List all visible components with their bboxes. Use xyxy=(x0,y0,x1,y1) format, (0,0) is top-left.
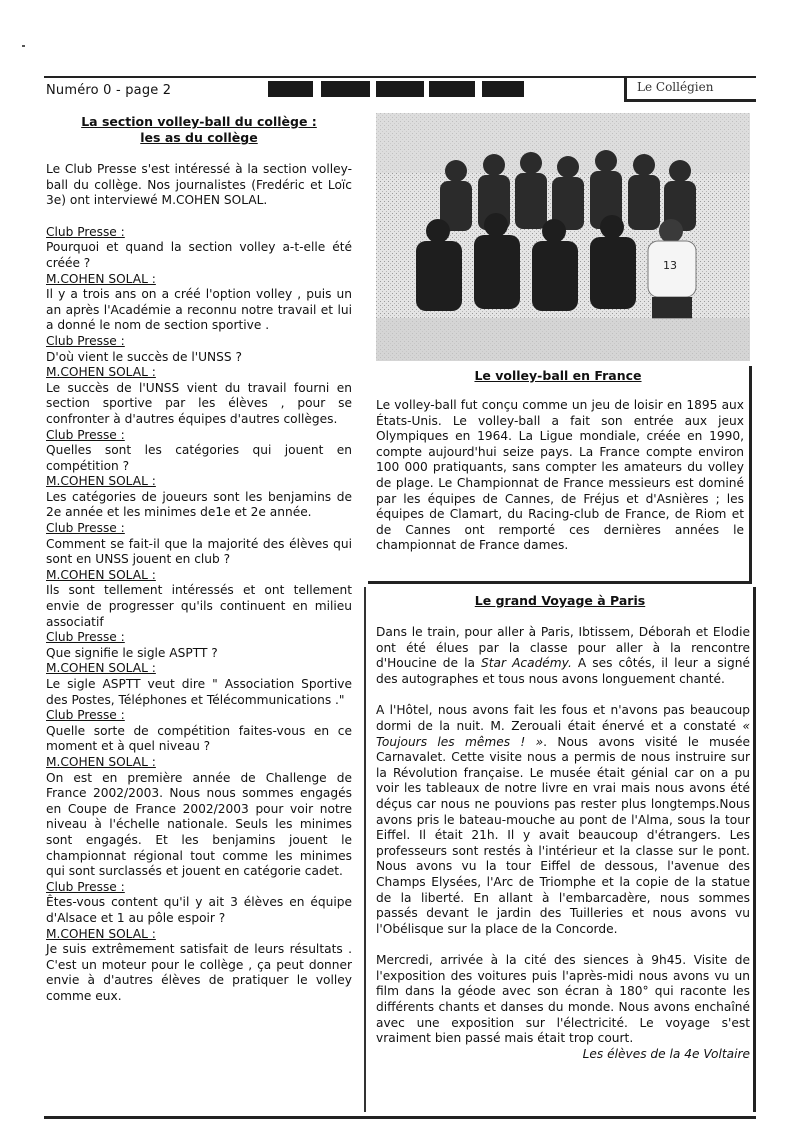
volley-text: Le volley-ball fut conçu comme un jeu de loisir en 1895 aux États-Unis. Le volley-ball a fait son entrée aux jeux Olympiques en 1964. La Ligue mondiale, créée en 1990, compte aujourd'hui seize pays. La France compte environ 100 000 pratiquants, sans compter les amateurs du volley de plage. Le Championnat de France messieurs est dominé par les équipes de Cannes, de Fréjus et d'Asnières ; les équipes de Clamart, du Racing-club de France, de Riom et de Cannes ont remporté ces dernières années le championnat de France dames. xyxy=(376,398,744,553)
jersey-number: 13 xyxy=(663,259,677,272)
interview-item xyxy=(46,568,352,630)
voyage-p2-a: A l'Hôtel, nous avons fait les fous et n'avons pas beaucoup dormi de la nuit. M. Zerouali était énervé et a constaté xyxy=(376,703,750,733)
speech-text: Ils sont tellement intéressés et ont tellement envie de progresser qu'ils continuent en milieu associatif xyxy=(46,583,352,629)
speech-text: Les catégories de joueurs sont les benjamins de 2e année et les minimes de1e et 2e année. xyxy=(46,489,352,520)
speech-text: Êtes-vous content qu'il y ait 3 élèves en équipe d'Alsace et 1 au pôle espoir ? xyxy=(46,895,352,925)
speech-text: D'où vient le succès de l'UNSS ? xyxy=(46,349,242,364)
section-tab-5 xyxy=(482,81,524,97)
interview-item xyxy=(46,428,352,475)
voyage-paragraph-2 xyxy=(376,703,750,937)
newsletter-brand: Le Collégien xyxy=(637,80,714,94)
bottom-rule xyxy=(44,1116,756,1119)
voyage-paragraph-3: Mercredi, arrivée à la cité des siences à 9h45. Visite de l'exposition des voitures puis l'après-midi nous avons vu un film dans la géode avec son écran à 180° qui raconte les différents chants et danses du monde. Nous avons enchaîné avec une exposition sur l'électricité. Le voyage s'est vraiment bien passé mais était trop court. xyxy=(376,953,750,1046)
section-tab-1 xyxy=(268,81,313,97)
voyage-p2-c: . Nous avons visité le musée Carnavalet. Cette visite nous a permis de nous instruire sur la Révolution française. Le musée était génial car on a pu voir les tableaux de notre livre en vrai mais nous avons été déçus car nous ne pouvions pas rester plus longtemps.Nous avons pris le bateau-mouche au pont de l'Alma, sous la tour Eiffel. Il était 21h. Il y avait beaucoup d'étrangers. Les professeurs sont restés à l'intérieur et la classe sur le pont. Nous avons vu la tour Eiffel de dessous, l'avenue des Champs Elysées, l'Arc de Triomphe et la copie de la statue de la liberté. En allant à l'embarcadère, nous sommes passés devant le jardin des Tuilleries et nous avons vu l'Obélisque sur la place de la Concorde. xyxy=(376,734,750,936)
speaker-label: Club Presse : xyxy=(46,224,125,239)
speaker-label: Club Presse : xyxy=(46,427,125,442)
interview-item xyxy=(46,225,352,272)
volley-france-box xyxy=(368,366,752,584)
interview-item xyxy=(46,630,352,661)
interview-item xyxy=(46,365,352,427)
speech-text: Comment se fait-il que la majorité des élèves qui sont en UNSS jouent en club ? xyxy=(46,536,352,567)
speaker-label: Club Presse : xyxy=(46,333,125,348)
section-tab-3 xyxy=(376,81,424,97)
speech-text: Pourquoi et quand la section volley a-t-elle été créée ? xyxy=(46,240,352,270)
brand-box xyxy=(624,76,756,102)
voyage-signature: Les élèves de la 4e Voltaire xyxy=(582,1046,750,1061)
interview-item xyxy=(46,661,352,708)
interview-item xyxy=(46,521,352,568)
interview-item xyxy=(46,272,352,334)
issue-label: Numéro 0 - page 2 xyxy=(46,83,172,98)
speaker-label: M.COHEN SOLAL : xyxy=(46,661,156,676)
speech-text: Je suis extrêmement satisfait de leurs résultats . C'est un moteur pour le collège , ça peut donner envie à d'autres élèves de pratiquer le volley comme eux. xyxy=(46,942,352,1003)
speaker-label: Club Presse : xyxy=(46,708,125,723)
speaker-label: M.COHEN SOLAL : xyxy=(46,567,156,582)
speaker-label: M.COHEN SOLAL : xyxy=(46,271,156,286)
voyage-paragraph-1 xyxy=(376,625,750,687)
voyage-p1-c: A ses côtés, il leur a signé des autographes et tous nous avons longuement chanté. xyxy=(376,656,750,686)
voyage-p1-a: Dans le train, pour aller à Paris, Ibtissem, Déborah et Elodie ont été élues par la classe pour aller à la rencontre d'Houcine de la xyxy=(376,625,750,671)
article-title-line1: La section volley-ball du collège : xyxy=(81,114,317,129)
interview-list xyxy=(46,225,352,1005)
interview-item xyxy=(46,708,352,755)
interview-article xyxy=(46,114,352,1004)
article-title xyxy=(46,114,352,146)
speaker-label: Club Presse : xyxy=(46,879,125,894)
speech-text: Le sigle ASPTT veut dire " Association Sportive des Postes, Téléphones et Télécommunications ." xyxy=(46,677,352,707)
article-title-line2: les as du collège xyxy=(140,130,258,145)
interview-item xyxy=(46,755,352,880)
speech-text: Il y a trois ans on a créé l'option volley , puis un an après l'Académie a reconnu notre travail et lui a donné le nom de section sportive . xyxy=(46,287,352,333)
interview-item xyxy=(46,880,352,927)
speech-text: On est en première année de Challenge de France 2002/2003. Nous nous sommes engagés en Coupe de France 2002/2003 pour voir notre niveau à l'échelle nationale. Seuls les minimes sont engagés. Et les benjamins jouent le championnat régional tout comme les minimes qui sont surclassés et jouent en catégorie cadet. xyxy=(46,770,352,879)
speech-text: Le succès de l'UNSS vient du travail fourni en section sportive par les élèves , pour se confronter à d'autres équipes d'autres collèges. xyxy=(46,380,352,426)
speech-text: Quelles sont les catégories qui jouent en compétition ? xyxy=(46,443,352,473)
voyage-body xyxy=(376,625,750,1062)
speaker-label: M.COHEN SOLAL : xyxy=(46,926,156,941)
voyage-box xyxy=(364,587,756,1112)
speech-text: Que signifie le sigle ASPTT ? xyxy=(46,645,218,660)
voyage-p2-b: « Toujours les mêmes ! » xyxy=(376,718,750,749)
team-photo-drawing xyxy=(376,113,750,361)
voyage-p1-b: Star Académy. xyxy=(481,656,572,671)
interview-item xyxy=(46,474,352,521)
interview-item xyxy=(46,927,352,1005)
team-photo xyxy=(376,113,750,361)
speaker-label: M.COHEN SOLAL : xyxy=(46,754,156,769)
volley-title: Le volley-ball en France xyxy=(474,368,642,383)
page-header xyxy=(44,76,756,102)
scan-speck xyxy=(22,45,25,47)
speech-text: Quelle sorte de compétition faites-vous en ce moment et à quel niveau ? xyxy=(46,723,352,754)
article-intro: Le Club Presse s'est intéressé à la section volley-ball du collège. Nos journalistes (Fredéric et Loïc 3e) ont interviewé M.COHEN SOLAL. xyxy=(46,162,352,208)
speaker-label: Club Presse : xyxy=(46,521,125,536)
speaker-label: Club Presse : xyxy=(46,630,125,645)
section-tab-2 xyxy=(321,81,370,97)
voyage-title: Le grand Voyage à Paris xyxy=(474,593,646,608)
section-tab-4 xyxy=(429,81,475,97)
interview-item xyxy=(46,334,352,365)
speaker-label: M.COHEN SOLAL : xyxy=(46,474,156,489)
speaker-label: M.COHEN SOLAL : xyxy=(46,365,156,380)
